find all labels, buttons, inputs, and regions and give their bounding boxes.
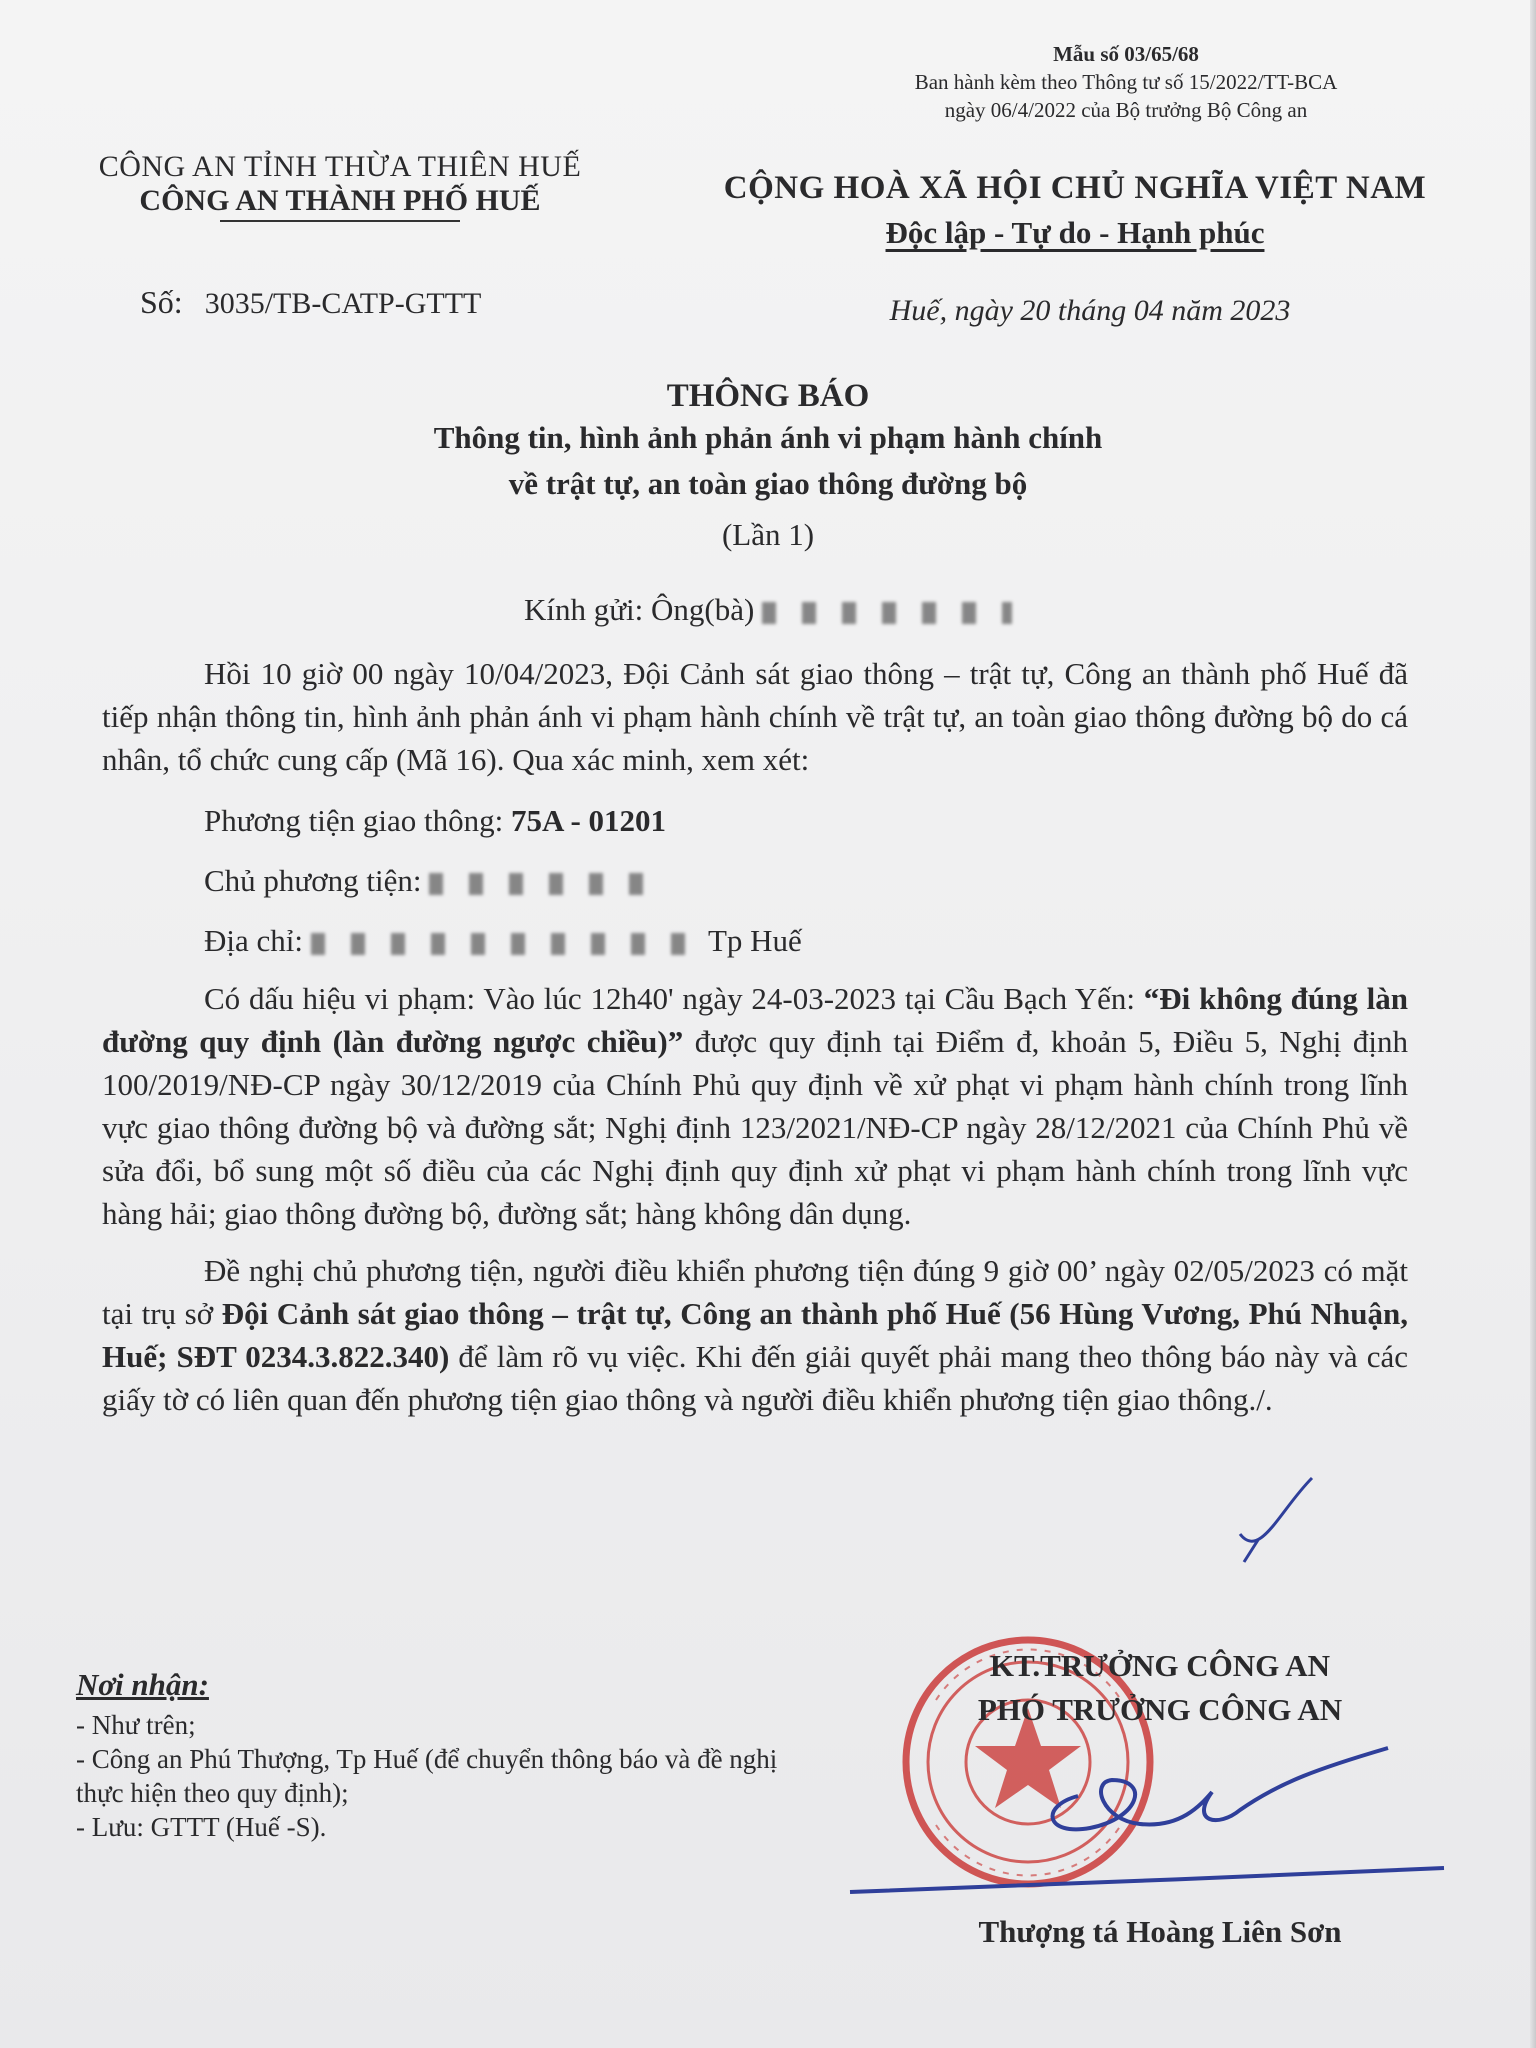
owner-field xyxy=(204,859,1408,903)
agency-parent: CÔNG AN TỈNH THỪA THIÊN HUẾ xyxy=(98,150,582,183)
paragraph-1: Hồi 10 giờ 00 ngày 10/04/2023, Đội Cảnh sát giao thông – trật tự, Công an thành phố Huế đã tiếp nhận thông tin, hình ảnh phản ánh vi phạm hành chính về trật tự, an toàn giao thông đường bộ do cá nhân, tổ chức cung cấp (Mã 16). Qua xác minh, xem xét: xyxy=(102,656,1408,777)
sign-title-1: KT.TRƯỞNG CÔNG AN xyxy=(989,1648,1331,1683)
paragraph-3 xyxy=(102,1249,1408,1421)
paragraph-2 xyxy=(102,977,1408,1235)
recipients-title: Nơi nhận: xyxy=(76,1667,209,1702)
republic-title: CỘNG HOÀ XÃ HỘI CHỦ NGHĨA VIỆT NAM xyxy=(723,170,1427,206)
doc-subtitle-2: về trật tự, an toàn giao thông đường bộ xyxy=(508,466,1028,501)
redacted-owner-name xyxy=(429,873,659,895)
recipient-item: - Như trên; xyxy=(76,1710,196,1740)
agency-header xyxy=(40,150,640,222)
handwritten-signature xyxy=(840,1710,1460,1910)
doc-title: THÔNG BÁO xyxy=(666,378,870,414)
form-header xyxy=(866,40,1386,124)
place-date: Huế, ngày 20 tháng 04 năm 2023 xyxy=(889,294,1291,327)
form-issued-with: Ban hành kèm theo Thông tư số 15/2022/TT-BCA xyxy=(914,70,1338,94)
agency-underline xyxy=(220,220,460,222)
form-code: Mẫu số 03/65/68 xyxy=(1053,42,1199,66)
redacted-address xyxy=(311,933,701,955)
agency-name: CÔNG AN THÀNH PHỐ HUẾ xyxy=(139,184,541,217)
page-edge xyxy=(1530,0,1536,2048)
notice-round: (Lần 1) xyxy=(721,517,815,552)
summons-lead: Đề nghị chủ phương tiện, người điều khiển phương tiện đúng 9 giờ 00’ ngày 02/05/2023 có mặt tại trụ sở xyxy=(102,1253,1408,1331)
vehicle-field xyxy=(204,799,1408,843)
recipients-block xyxy=(76,1668,816,1844)
pen-tick-mark xyxy=(1200,1470,1320,1570)
form-issued-date: ngày 06/4/2022 của Bộ trưởng Bộ Công an xyxy=(944,98,1308,122)
doc-number: 3035/TB-CATP-GTTT xyxy=(204,287,482,320)
violation-description: “Đi không đúng làn đường quy định (làn đường ngược chiều)” xyxy=(102,981,1408,1059)
doc-number-line xyxy=(140,284,481,321)
violation-lead: Có dấu hiệu vi phạm: Vào lúc 12h40' ngày 24-03-2023 tại Cầu Bạch Yến: xyxy=(204,981,1135,1016)
summons-rest: để làm rõ vụ việc. Khi đến giải quyết phải mang theo thông báo này và các giấy tờ có liên quan đến phương tiện giao thông và người điều khiển phương tiện giao thông./. xyxy=(102,1339,1408,1417)
recipient-item: - Công an Phú Thượng, Tp Huế (để chuyển thông báo và đề nghị thực hiện theo quy định); xyxy=(76,1744,778,1808)
document-body xyxy=(102,652,1408,1421)
recipient-item: - Lưu: GTTT (Huế -S). xyxy=(76,1812,327,1842)
violation-legal-basis: được quy định tại Điểm đ, khoản 5, Điều 5, Nghị định 100/2019/NĐ-CP ngày 30/12/2019 của Chính Phủ quy định về xử phạt vi phạm hành chính trong lĩnh vực giao thông đường bộ và đường sắt; Nghị định 123/2021/NĐ-CP ngày 28/12/2021 của Chính Phủ về sửa đổi, bổ sung một số điều của các Nghị định quy định xử phạt vi phạm hành chính trong lĩnh vực hàng hải; giao thông đường bộ, đường sắt; hàng không dân dụng. xyxy=(102,1024,1408,1231)
address-field xyxy=(204,919,1408,963)
doc-number-label: Số: xyxy=(140,284,183,320)
address-label: Địa chỉ: xyxy=(204,923,303,958)
national-motto: Độc lập - Tự do - Hạnh phúc xyxy=(885,215,1265,250)
title-block xyxy=(0,378,1536,553)
vehicle-label: Phương tiện giao thông: xyxy=(204,803,504,838)
sign-title-2: PHÓ TRƯỞNG CÔNG AN xyxy=(977,1692,1343,1727)
summons-office: Đội Cảnh sát giao thông – trật tự, Công an thành phố Huế (56 Hùng Vương, Phú Nhuận, Huế; SĐT 0234.3.822.340) xyxy=(102,1296,1409,1374)
signer-name: Thượng tá Hoàng Liên Sơn xyxy=(978,1914,1342,1949)
doc-subtitle-1: Thông tin, hình ảnh phản ánh vi phạm hành chính xyxy=(433,420,1103,455)
recipient-line xyxy=(0,592,1536,628)
recipient-label: Kính gửi: Ông(bà) xyxy=(523,592,755,627)
owner-label: Chủ phương tiện: xyxy=(204,863,422,898)
vehicle-plate: 75A - 01201 xyxy=(511,803,667,838)
redacted-recipient-name xyxy=(762,602,1012,624)
national-header xyxy=(680,170,1470,251)
address-city: Tp Huế xyxy=(707,923,802,958)
